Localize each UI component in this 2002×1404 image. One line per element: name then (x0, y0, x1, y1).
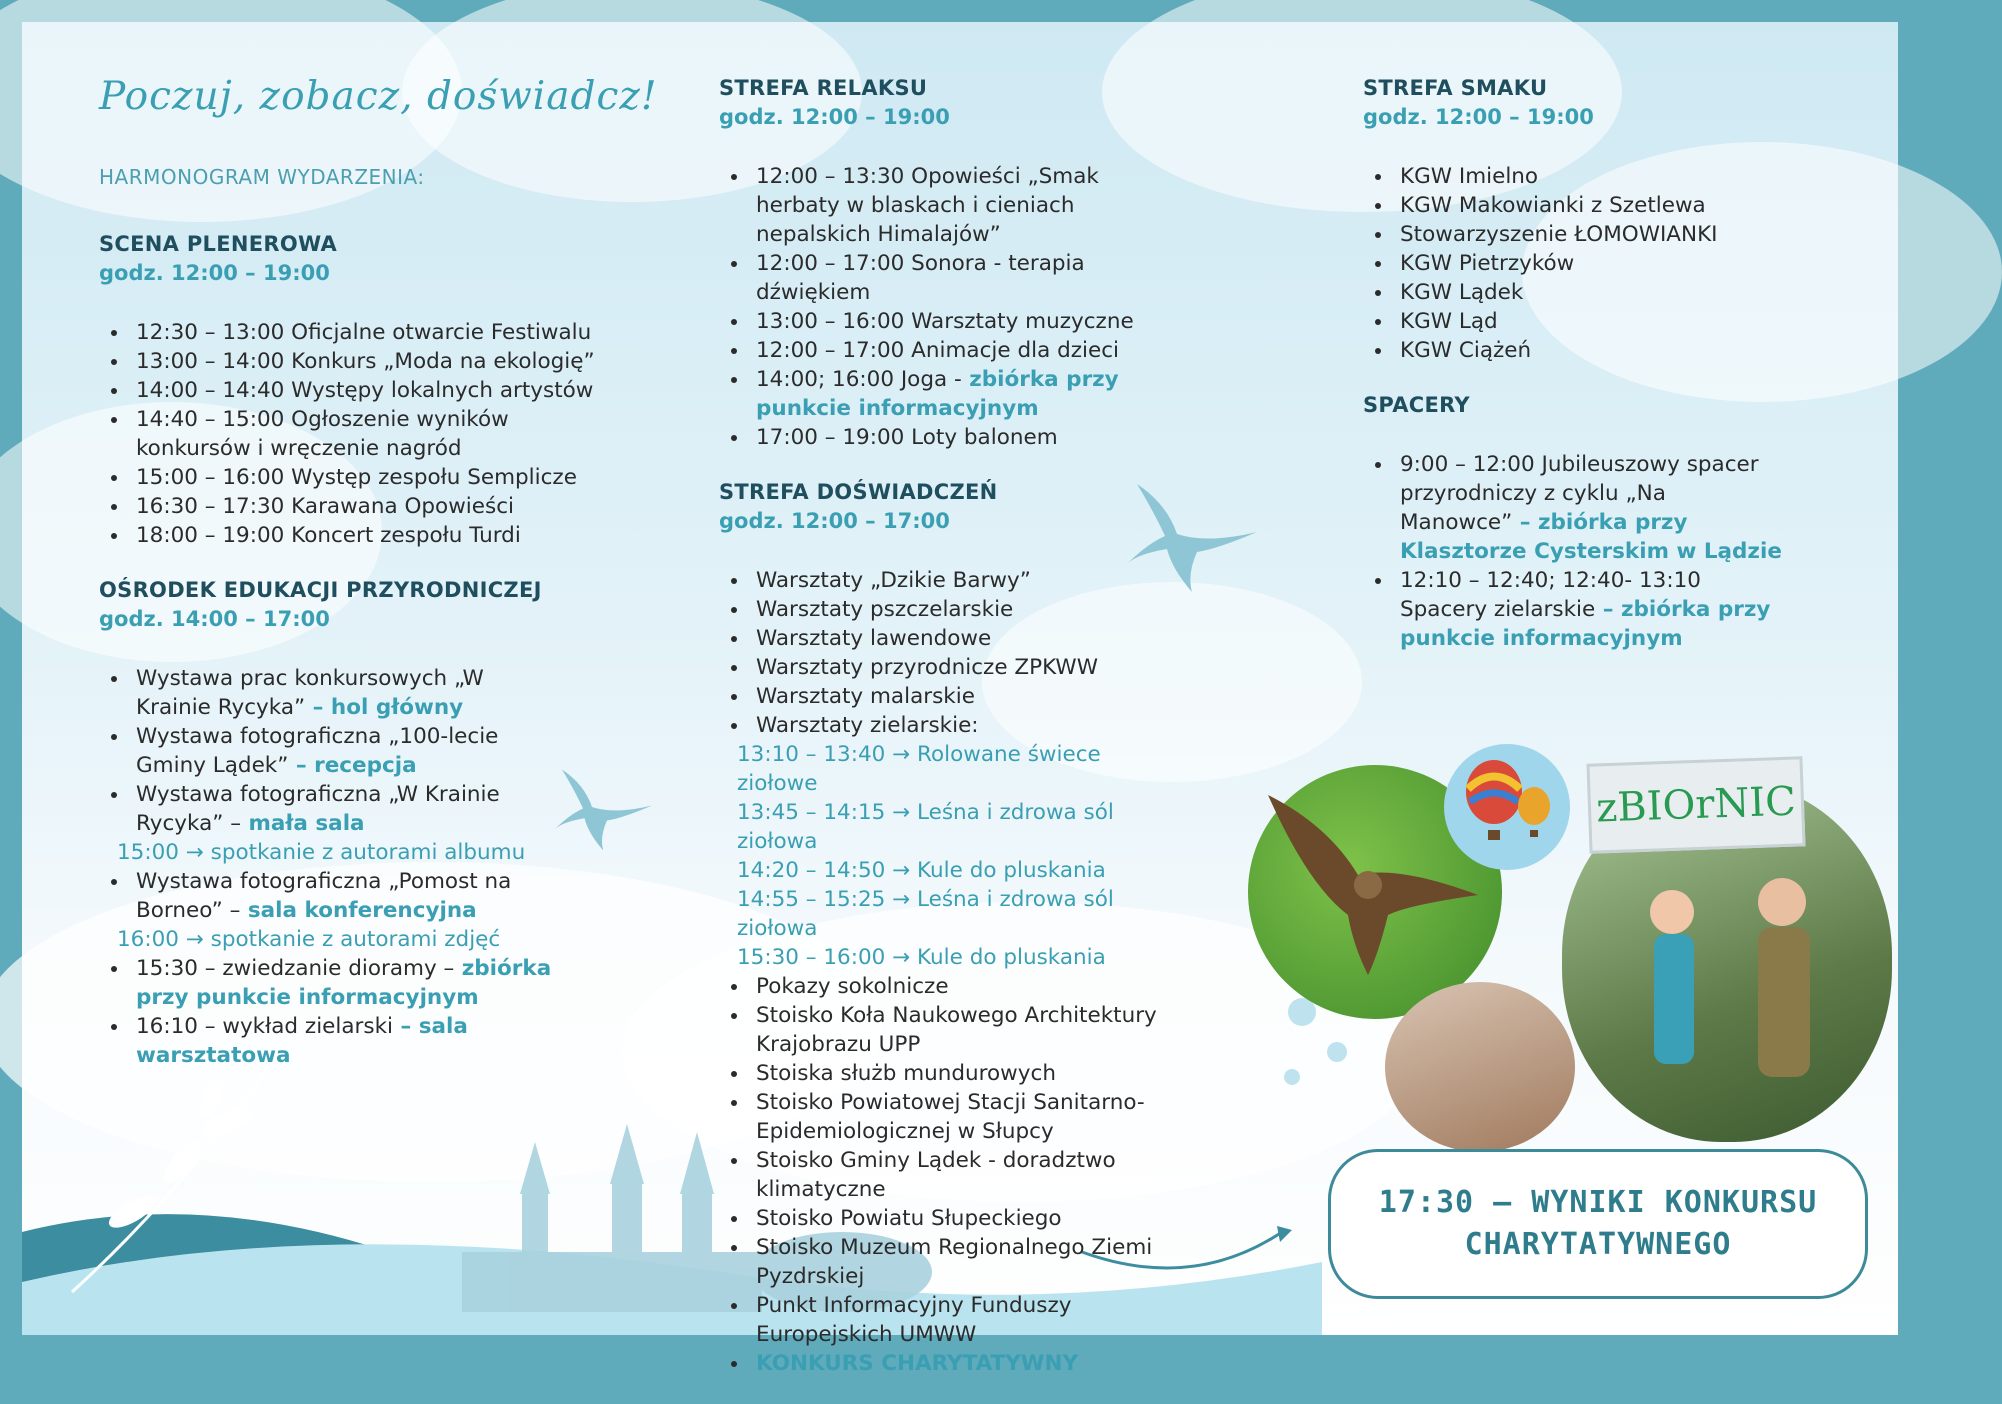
column-left (99, 74, 689, 1096)
list-item: 12:00 – 17:00 Animacje dla dzieci (719, 336, 1199, 365)
list-item: Warsztaty lawendowe (719, 624, 1179, 653)
list-item: 14:00; 16:00 Joga - zbiórka przy punkcie informacyjnym (719, 365, 1139, 423)
list-item: KGW Makowianki z Szetlewa (1363, 191, 1863, 220)
list-subitem: 15:00 → spotkanie z autorami albumu (117, 840, 526, 865)
result-announcement (1328, 1149, 1868, 1299)
list-item: KGW Ciążeń (1363, 336, 1863, 365)
schedule-subtitle: HARMONOGRAM WYDARZENIA: (99, 165, 425, 189)
page-title: Poczuj, zobacz, doświadcz! (99, 74, 658, 119)
list-subitem: 15:30 – 16:00 → Kule do pluskania (737, 945, 1106, 970)
list-item: Stoisko Powiatowej Stacji Sanitarno-Epidemiologicznej w Słupcy (719, 1088, 1179, 1146)
list-item: Warsztaty przyrodnicze ZPKWW (719, 653, 1179, 682)
list-item: KGW Pietrzyków (1363, 249, 1863, 278)
section-hours: godz. 12:00 – 19:00 (1363, 105, 1594, 129)
list-item: Pokazy sokolnicze (719, 972, 1179, 1001)
section-title: STREFA SMAKU (1363, 76, 1548, 100)
hearts-photo (1385, 982, 1575, 1152)
list-item: Stoisko Koła Naukowego Architektury Krajobrazu UPP (719, 1001, 1179, 1059)
column-right (1363, 74, 1863, 679)
list-item: Wystawa fotograficzna „W Krainie Rycyka” – mała sala (99, 780, 559, 838)
list-item: Stoiska służb mundurowych (719, 1059, 1179, 1088)
section-title: STREFA DOŚWIADCZEŃ (719, 480, 998, 504)
list-item: Warsztaty „Dzikie Barwy” (719, 566, 1179, 595)
osrodek-list (99, 664, 559, 1070)
section-title: STREFA RELAKSU (719, 76, 928, 100)
result-text: 17:30 – WYNIKI KONKURSU CHARYTATYWNEGO (1378, 1185, 1818, 1262)
hot-air-balloon-icon (1444, 744, 1570, 870)
column-middle (719, 74, 1269, 1404)
relaks-list (719, 162, 1199, 452)
section-hours: godz. 14:00 – 17:00 (99, 607, 330, 631)
list-item: Stoisko Gminy Lądek - doradztwo klimatyczne (719, 1146, 1179, 1204)
list-item: 13:00 – 16:00 Warsztaty muzyczne (719, 307, 1199, 336)
list-item: 17:00 – 19:00 Loty balonem (719, 423, 1199, 452)
section-hours: godz. 12:00 – 19:00 (719, 105, 950, 129)
list-item: Stoisko Powiatu Słupeckiego (719, 1204, 1179, 1233)
scena-list (99, 318, 689, 550)
section-title: OŚRODEK EDUKACJI PRZYRODNICZEJ (99, 578, 542, 602)
doswiadczen-list (719, 566, 1179, 1378)
list-item: 14:00 – 14:40 Występy lokalnych artystów (99, 376, 689, 405)
list-subitem: 13:45 – 14:15 → Leśna i zdrowa sól ziołowa (737, 800, 1114, 854)
list-subitem: 14:55 – 15:25 → Leśna i zdrowa sól ziołowa (737, 887, 1114, 941)
sign-text: zBIOrNIC (1595, 778, 1797, 832)
list-item: Warsztaty malarskie (719, 682, 1179, 711)
balloon-photo (1444, 744, 1570, 870)
flyer-page (22, 22, 1898, 1376)
list-item: 18:00 – 19:00 Koncert zespołu Turdi (99, 521, 689, 550)
list-item: 12:00 – 13:30 Opowieści „Smak herbaty w blaskach i cieniach nepalskich Himalajów” (719, 162, 1159, 249)
list-subitem: 14:20 – 14:50 → Kule do pluskania (737, 858, 1106, 883)
list-item: 15:00 – 16:00 Występ zespołu Semplicze (99, 463, 689, 492)
list-item: 12:30 – 13:00 Oficjalne otwarcie Festiwalu (99, 318, 689, 347)
list-item: 16:10 – wykład zielarski – sala warsztatowa (99, 1012, 559, 1070)
list-subitem: 16:00 → spotkanie z autorami zdjęć (117, 927, 501, 952)
list-item: KGW Lądek (1363, 278, 1863, 307)
spacery-list (1363, 450, 1783, 653)
list-item: Wystawa fotograficzna „100-lecie Gminy Lądek” – recepcja (99, 722, 559, 780)
section-hours: godz. 12:00 – 17:00 (719, 509, 950, 533)
sign-board (1586, 756, 1805, 853)
section-title: SPACERY (1363, 393, 1470, 417)
section-hours: godz. 12:00 – 19:00 (99, 261, 330, 285)
list-item: 16:30 – 17:30 Karawana Opowieści (99, 492, 689, 521)
list-item-charity: KONKURS CHARYTATYWNY (719, 1349, 1179, 1378)
list-subitem: 13:10 – 13:40 → Rolowane świece ziołowe (737, 742, 1101, 796)
list-item: 12:10 – 12:40; 12:40- 13:10 Spacery zielarskie – zbiórka przy punkcie informacyjnym (1363, 566, 1783, 653)
list-item: 15:30 – zwiedzanie dioramy – zbiórka przy punkcie informacyjnym (99, 954, 559, 1012)
list-item: Stoisko Muzeum Regionalnego Ziemi Pyzdrskiej (719, 1233, 1179, 1291)
list-item: Punkt Informacyjny Funduszy Europejskich UMWW (719, 1291, 1179, 1349)
smak-list (1363, 162, 1863, 365)
list-item: 9:00 – 12:00 Jubileuszowy spacer przyrodniczy z cyklu „Na Manowce” – zbiórka przy Klasztorze Cysterskim w Lądzie (1363, 450, 1783, 566)
list-item: KGW Ląd (1363, 307, 1863, 336)
list-item: KGW Imielno (1363, 162, 1863, 191)
list-item: Wystawa fotograficzna „Pomost na Borneo” – sala konferencyjna (99, 867, 559, 925)
list-item: Wystawa prac konkursowych „W Krainie Rycyka” – hol główny (99, 664, 559, 722)
section-title: SCENA PLENEROWA (99, 232, 338, 256)
list-item: Stowarzyszenie ŁOMOWIANKI (1363, 220, 1863, 249)
list-item: 13:00 – 14:00 Konkurs „Moda na ekologię” (99, 347, 689, 376)
list-item: 14:40 – 15:00 Ogłoszenie wyników konkursów i wręczenie nagród (99, 405, 539, 463)
list-item: Warsztaty zielarskie: (719, 711, 1179, 740)
list-item: Warsztaty pszczelarskie (719, 595, 1179, 624)
list-item: 12:00 – 17:00 Sonora - terapia dźwiękiem (719, 249, 1199, 307)
